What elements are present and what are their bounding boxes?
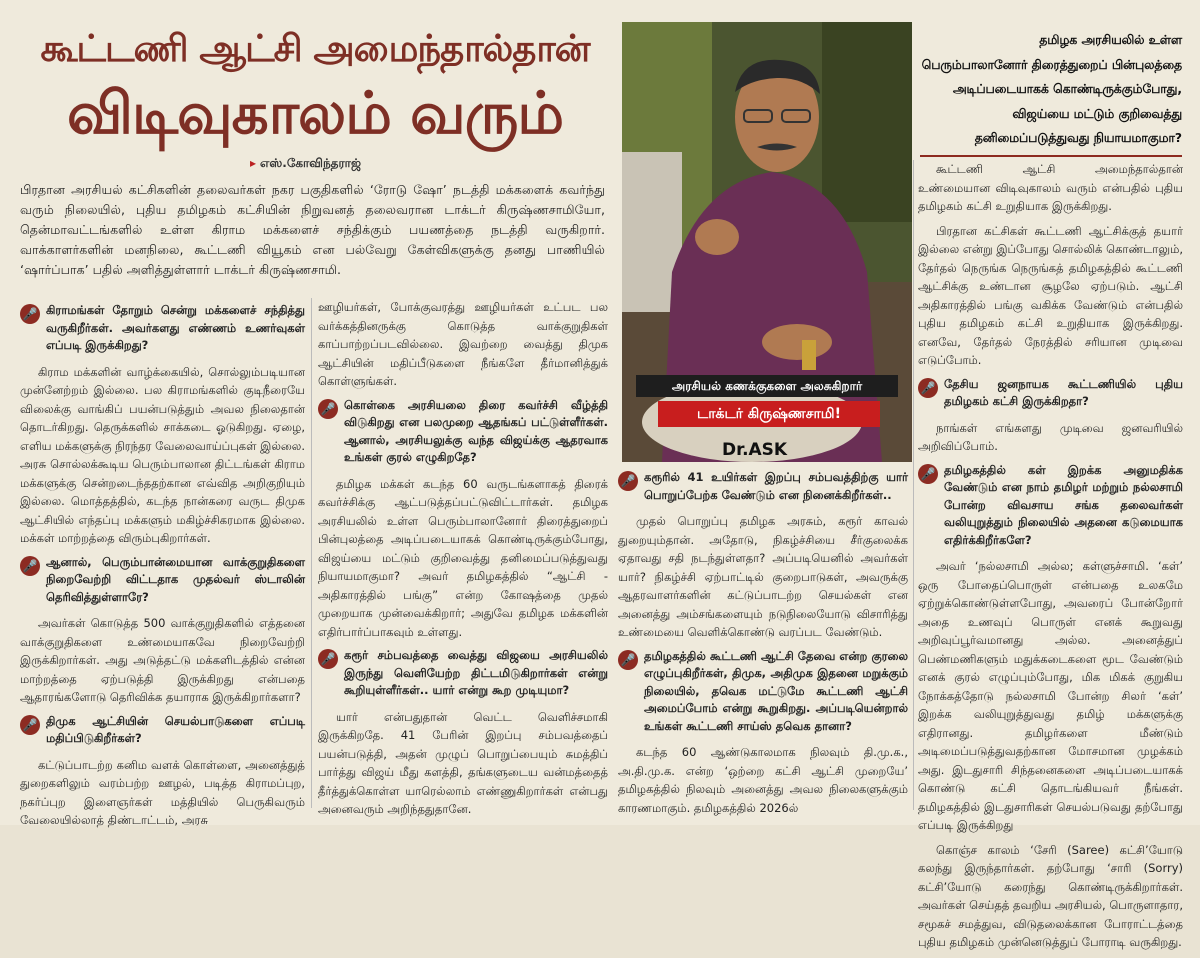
column-divider xyxy=(913,160,914,810)
microphone-icon: 🎤 xyxy=(20,715,40,735)
answer-text: நாங்கள் எங்களது முடிவை ஜனவரியில் அறிவிப்போம். xyxy=(918,420,1183,453)
question-text: ஆனால், பெரும்பான்மையான வாக்குறுதிகளை நிறைவேற்றி விட்டதாக முதல்வர் ஸ்டாலின் தெரிவித்துள்ளாரே? xyxy=(46,554,305,604)
answer-text: முதல் பொறுப்பு தமிழக அரசும், கரூர் காவல் துறையும்தான். அதோடு, நிகழ்ச்சியை சீர்குலைக்க ஏதாவது சதி நடந்துள்ளதா? அப்படியெனில் அவர்கள் யார்? நிகழ்ச்சி ஏற்பாட்டில் குறைபாடுகள், அவருக்கு ஆதரவாளர்களின் கட்டுப்பாடற்ற செயல்கள் என அனைத்து அம்சங்களையும் நடுநிலையோடு விசாரித்து உண்மையை வெளிக்கொண்டு வரப்பட வேண்டும். xyxy=(618,514,908,639)
microphone-icon: 🎤 xyxy=(318,649,338,669)
question-text: தமிழகத்தில் கூட்டணி ஆட்சி தேவை என்ற குரலை எழுப்புகிறீர்கள், திமுக, அதிமுக இதனை மறுக்கும் நிலையில், தவெக மட்டுமே கூட்டணி ஆட்சி அமைப்போம் என்று கூறுகிறது. அப்படியென்றால் உங்கள் கூட்டணி சாய்ஸ் தவெக தானா? xyxy=(644,648,908,733)
question-block xyxy=(20,302,305,355)
microphone-icon: 🎤 xyxy=(618,471,638,491)
question-text: கரூர் சம்பவத்தை வைத்து விஜயை அரசியலில் இருந்து வெளியேற்ற திட்டமிடுகிறார்கள் என்று கூறியுள்ளீர்கள்.. யார் என்று கூற முடியுமா? xyxy=(344,648,608,697)
photo-caption xyxy=(636,375,898,435)
question-block xyxy=(918,462,1183,550)
article-column-4 xyxy=(918,160,1183,958)
answer-text: கிராம மக்களின் வாழ்க்கையில், சொல்லும்படியான முன்னேற்றம் இல்லை. பல கிராமங்களில் குடிநீரையே விலைக்கு வாங்கிப் பயன்படுத்தும் அவல நிலைதான் தொடர்கிறது. தெருக்களில் சாக்கடை ஓடுகிறது. ஏழை, எளிய மக்களுக்கு நிரந்தர வேலைவாய்ப்புகள் இல்லை. அரசு சொல்லக்கூடிய பெரும்பாலான திட்டங்கள் கிராம மக்களுக்கு சென்றடைந்ததற்கான எவ்வித அறிகுறியும் இல்லை. மொத்தத்தில், கடந்த நான்கரை வருட திமுக ஆட்சியில் எந்தப்பு மக்களும் மகிழ்ச்சிகரமாக இல்லை. மக்கள் மாற்றத்தை விரும்புகிறார்கள். xyxy=(20,364,305,545)
pull-quote xyxy=(920,28,1182,157)
question-text: கரூரில் 41 உயிர்கள் இறப்பு சம்பவத்திற்கு யார் பொறுப்பேற்க வேண்டும் என நினைக்கிறீர்கள்.. xyxy=(644,470,908,502)
question-block xyxy=(618,469,908,504)
microphone-icon: 🎤 xyxy=(918,378,938,398)
pull-quote-line: தனிமைப்படுத்துவது நியாயமாகுமா? xyxy=(974,131,1182,145)
answer-text: தமிழக மக்கள் கடந்த 60 வருடங்களாகத் திரைக் கவர்ச்சிக்கு ஆட்படுத்தப்பட்டுவிட்டார்கள். தமிழக அரசியலில் உள்ள பெரும்பாலானோர் திரைத்துறைப் பின்புலத்தை அடிப்படையாகக் கொண்டிருக்கும்போது, விஜய்யை மட்டும் குறிவைத்து தனிமைப்படுத்துவது நியாயமாகுமா? அவர் தமிழகத்தில் “ஆட்சி - அதிகாரத்தில் பங்கு” என்ற கோஷத்தை முதல் முறையாக முன்வைக்கிறார்; அதுவே தமிழக மக்களின் எதிர்பார்ப்பாகவும் உள்ளது. xyxy=(318,476,608,639)
question-block xyxy=(918,376,1183,411)
pull-quote-line: தமிழக அரசியலில் உள்ள xyxy=(1039,33,1182,47)
question-text: தமிழகத்தில் கள் இறக்க அனுமதிக்க வேண்டும் என நாம் தமிழர் மற்றும் நல்லசாமி போன்ற விவசாய சங்க தலைவர்கள் வலியுறுத்தும் நிலையில் அதனை கடுமையாக எதிர்க்கிறீர்களே? xyxy=(944,462,1183,547)
watermark-text: Dr.ASK xyxy=(722,440,788,460)
question-block xyxy=(318,397,608,467)
intro-paragraph: பிரதான அரசியல் கட்சிகளின் தலைவர்கள் நகர பகுதிகளில் ‘ரோடு ஷோ’ நடத்தி மக்களைக் கவர்ந்து வரும் நிலையில், புதிய தமிழகம் கட்சியின் நிறுவனத் தலைவரான டாக்டர் கிருஷ்ணசாமியோ, தென்மாவட்டங்களில் உள்ள கிராம மக்களைச் சந்திக்கும் பயணத்தை நடத்தி வருகிறார். வாக்காளர்களின் மனநிலை, கூட்டணி வியூகம் என பல்வேறு கேள்விகளுக்கு தனது பாணியில் ‘ஷார்ப்பாக’ பதில் அளித்துள்ளார் டாக்டர் கிருஷ்ணசாமி. xyxy=(20,182,605,277)
answer-text: அவர் ‘நல்லசாமி அல்ல; கள்ளுச்சாமி. ‘கள்’ ஒரு போதைப்பொருள் என்பதை உலகமே ஏற்றுக்கொண்டுள்ளபோது, அவரைப் போன்றோர் அதை உணவுப் பொருள் எனக் கூறுவது அறிவுப்பூர்வமானது அல்ல. அனைத்துப் பெண்மணிகளும் மதுக்கடைகளை மூட வேண்டும் எனக் குரல் எழுப்பும்போது, மிக மிகக் குறுகிய நோக்கத்தோடு நல்லசாமி போன்ற சிலர் ‘கள்’ இறக்க வலியுறுத்துவது தமிழ் மக்களுக்கு எதிரானது. தமிழர்களை மீண்டும் அடிமைப்படுத்துவதற்கான மோசமான முழக்கம் அது. இடதுசாரி சிந்தனைகளை அடிப்படையாகக் கொண்டு கட்சி தொடங்கியவர் நீங்கள். தமிழகத்தில் இடதுசாரிகள் செயல்படுவது தற்போது எப்படி இருக்கிறது xyxy=(918,559,1183,832)
microphone-icon: 🎤 xyxy=(918,464,938,484)
article-column-3 xyxy=(618,465,908,823)
column-divider xyxy=(311,298,312,808)
question-block xyxy=(318,647,608,700)
byline xyxy=(250,156,361,172)
answer-text: கொஞ்ச காலம் ‘சேரி (Saree) கட்சி’யோடு கலந்து இருந்தார்கள். தற்போது ‘சாரி (Sorry) கட்சி’யோடு கரைந்து கொண்டிருக்கிறார்கள். அவர்கள் செய்தத் தவறிய அரசியல், பொருளாதார, சமூகச் சமத்துவ, விடுதலைக்கான போராட்டத்தை புதிய தமிழகம் முன்னெடுத்துப் போராடி வருகிறது. xyxy=(918,842,1184,949)
pull-quote-rule xyxy=(920,155,1182,157)
caption-line-1: அரசியல் கணக்குகளை அலசுகிறார் xyxy=(636,375,898,397)
answer-text: ஊழியர்கள், போக்குவரத்து ஊழியர்கள் உட்பட பல வர்க்கத்தினருக்கு கொடுத்த வாக்குறுதிகள் காப்பாற்றப்படவில்லை. இவற்றை வைத்து திமுக ஆட்சியின் மதிப்பீடுகளை நீங்களே தீர்மானித்துக் கொள்ளுங்கள். xyxy=(318,300,608,388)
microphone-icon: 🎤 xyxy=(618,650,638,670)
microphone-icon: 🎤 xyxy=(20,304,40,324)
caption-line-2: டாக்டர் கிருஷ்ணசாமி! xyxy=(658,401,880,427)
microphone-icon: 🎤 xyxy=(20,556,40,576)
question-block xyxy=(20,713,305,748)
question-block xyxy=(618,648,908,736)
question-text: தேசிய ஜனநாயக கூட்டணியில் புதிய தமிழகம் கட்சி இருக்கிறதா? xyxy=(944,376,1183,408)
headline-line2: விடிவுகாலம் வரும் xyxy=(67,79,563,147)
answer-text: யார் என்பதுதான் வெட்ட வெளிச்சமாகி இருக்கிறதே. 41 பேரின் இறப்பு சம்பவத்தைப் பயன்படுத்தி, அதன் முழுப் பொறுப்பையும் சுமத்திப் பார்த்து விஜய் மீது களத்தி, தங்களுடைய வன்மத்தைத் தீர்த்துக்கொள்ள யாரெல்லாம் எண்ணுகிறார்கள் என்பது அனைவரும் அறிந்ததுதானே. xyxy=(318,709,608,816)
answer-text: கூட்டணி ஆட்சி அமைந்தால்தான் உண்மையான விடிவுகாலம் வரும் என்பதில் புதிய தமிழகம் கட்சி உறுதியாக இருக்கிறது. xyxy=(918,162,1183,213)
headline-line1: கூட்டணி ஆட்சி அமைந்தால்தான் xyxy=(40,27,590,70)
answer-text: அவர்கள் கொடுத்த 500 வாக்குறுதிகளில் எத்தனை வாக்குறுதிகளை உண்மையாகவே நிறைவேற்றி இருக்கிறார்கள். அது அடுத்தட்டு மக்களிடத்தில் என்ன மாற்றத்தை ஏற்படுத்தி இருக்கிறது என்பதை ஆதாரங்களோடு தெரிவிக்க தயாராக இருக்கிறார்களா? xyxy=(20,616,305,704)
answer-text: கட்டுப்பாடற்ற கனிம வளக் கொள்ளை, அனைத்துத் துறைகளிலும் வரம்பற்ற ஊழல், படித்த கிராமப்புற, நகர்ப்புற இளைஞர்கள் மத்தியில் பெருகிவரும் வேலையில்லாத் திண்டாட்டம், அரசு xyxy=(20,757,305,827)
microphone-icon: 🎤 xyxy=(318,399,338,419)
question-text: திமுக ஆட்சியின் செயல்பாடுகளை எப்படி மதிப்பிடுகிறீர்கள்? xyxy=(46,713,305,745)
answer-text: பிரதான கட்சிகள் கூட்டணி ஆட்சிக்குத் தயார் இல்லை என்று இப்போது சொல்லிக் கொண்டாலும், தேர்தல் நெருங்க நெருங்கத் தமிழகத்தில் கூட்டணி ஆட்சிக்கு உண்டான சூழலே ஏற்படும். ஆட்சி அதிகாரத்தில் பங்கு வகிக்க வேண்டும் என்பதில் புதிய தமிழகம் கட்சி உறுதியாக இருக்கிறது. எனவே, தேர்தல் நேரத்தில் சரியான முடிவை எடுப்போம். xyxy=(918,223,1183,367)
article-column-2 xyxy=(318,298,608,825)
article-column-1 xyxy=(20,298,305,836)
byline-author: எஸ்.கோவிந்தராஜ் xyxy=(260,156,361,170)
pull-quote-line: அடிப்படையாகக் கொண்டிருக்கும்போது, xyxy=(952,82,1182,96)
pull-quote-line: விஜய்யை மட்டும் குறிவைத்து xyxy=(1012,106,1182,121)
answer-text: கடந்த 60 ஆண்டுகாலமாக நிலவும் தி.மு.க., அ.தி.மு.க. என்ற ‘ஒற்றை கட்சி ஆட்சி முறையே’ தமிழகத்தில் நிலவும் அனைத்து அவல நிலைகளுக்கும் காரணமாகும். தமிழகத்தில் 2026ல் xyxy=(618,745,908,815)
pull-quote-line: பெரும்பாலானோர் திரைத்துறைப் பின்புலத்தை xyxy=(921,57,1182,72)
question-block xyxy=(20,554,305,607)
question-text: கொள்கை அரசியலை திரை கவர்ச்சி வீழ்த்தி விடுகிறது என பலமுறை ஆதங்கப் பட்டுள்ளீர்கள். ஆனால், அரசியலுக்கு வந்த விஜய்க்கு ஆதரவாக உங்கள் குரல் எழுகிறதே? xyxy=(344,397,608,464)
byline-arrow-icon: ▸ xyxy=(250,156,257,170)
question-text: கிராமங்கள் தோறும் சென்று மக்களைச் சந்தித்து வருகிறீர்கள். அவர்களது எண்ணம் உணர்வுகள் எப்படி இருக்கிறது? xyxy=(46,303,305,352)
